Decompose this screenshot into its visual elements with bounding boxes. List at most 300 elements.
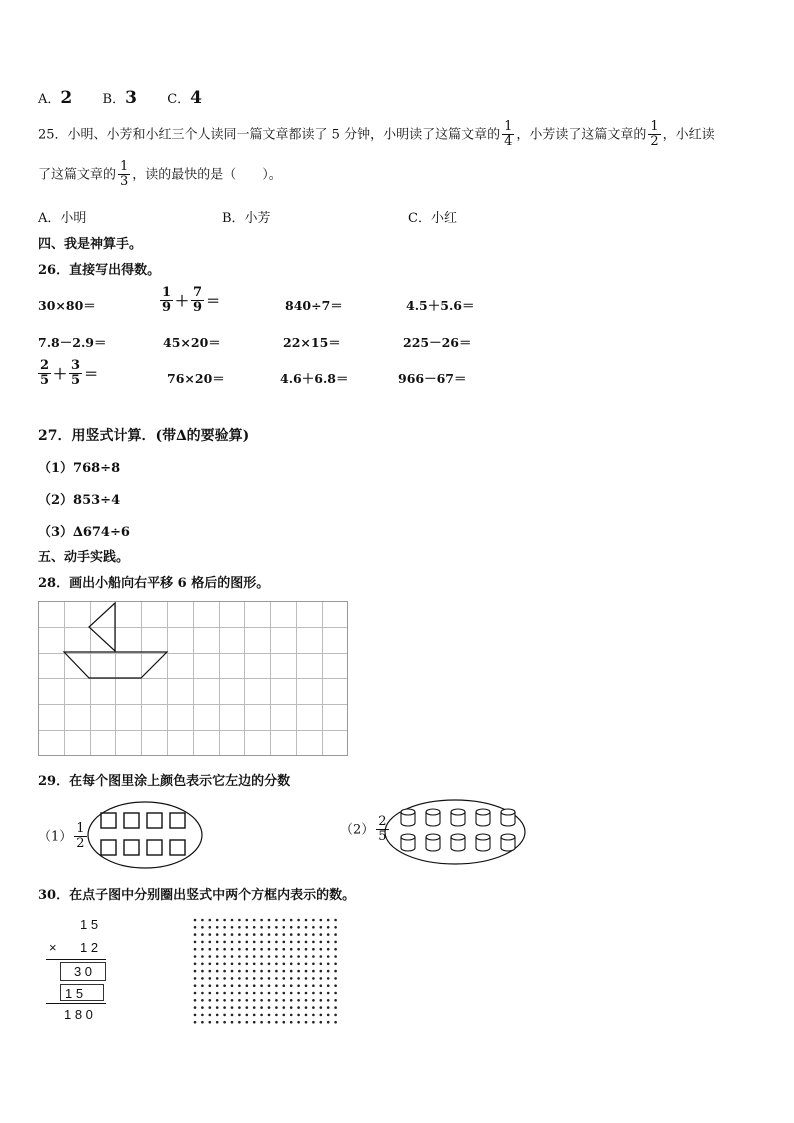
dot xyxy=(334,999,337,1002)
cylinder xyxy=(476,834,490,851)
dot xyxy=(253,992,256,995)
dot xyxy=(334,919,337,922)
dot xyxy=(268,984,271,987)
dot xyxy=(238,1021,241,1024)
dot xyxy=(194,941,197,944)
dot xyxy=(223,1021,226,1024)
dot xyxy=(327,999,330,1002)
dot xyxy=(223,941,226,944)
dot xyxy=(275,999,278,1002)
dot xyxy=(334,977,337,980)
dot xyxy=(275,963,278,966)
dot xyxy=(194,1006,197,1009)
dot xyxy=(253,941,256,944)
cylinder xyxy=(501,834,515,851)
dot xyxy=(320,926,323,929)
dot xyxy=(327,1014,330,1017)
dot xyxy=(260,933,263,936)
q29-part2-label: （2） $\frac{2}{5}$ xyxy=(340,814,387,845)
dot xyxy=(297,999,300,1002)
dot xyxy=(194,1014,197,1017)
calc-multiplier: 1 2 xyxy=(80,940,99,955)
dot xyxy=(246,977,249,980)
q27-item-2: （2）853÷4 xyxy=(38,493,121,508)
dot xyxy=(194,919,197,922)
dot xyxy=(290,977,293,980)
dot xyxy=(260,941,263,944)
dot xyxy=(201,955,204,958)
dot xyxy=(275,1021,278,1024)
dot xyxy=(209,919,212,922)
dot xyxy=(283,984,286,987)
dot xyxy=(290,941,293,944)
q29-title: 29．在每个图里涂上颜色表示它左边的分数 xyxy=(38,774,291,789)
dot xyxy=(201,999,204,1002)
dot xyxy=(231,999,234,1002)
dot xyxy=(223,948,226,951)
dot xyxy=(253,948,256,951)
dot xyxy=(209,1014,212,1017)
dot xyxy=(334,933,337,936)
dot xyxy=(209,955,212,958)
dot xyxy=(209,941,212,944)
dot xyxy=(275,977,278,980)
dot xyxy=(290,919,293,922)
dot xyxy=(260,1014,263,1017)
dot xyxy=(297,970,300,973)
section5-title: 五、动手实践。 xyxy=(38,550,130,565)
cylinder xyxy=(426,809,440,826)
dot xyxy=(246,970,249,973)
dot xyxy=(283,963,286,966)
cylinder xyxy=(426,834,440,851)
dot xyxy=(246,1014,249,1017)
dot xyxy=(268,999,271,1002)
dot xyxy=(194,999,197,1002)
dot xyxy=(223,977,226,980)
q26-r2c4: 225－26＝ xyxy=(403,335,472,350)
dot xyxy=(327,977,330,980)
dot xyxy=(194,963,197,966)
dot xyxy=(327,941,330,944)
dot xyxy=(209,992,212,995)
dot xyxy=(238,992,241,995)
dot xyxy=(275,1006,278,1009)
dot xyxy=(231,977,234,980)
dot xyxy=(223,933,226,936)
dot xyxy=(275,1014,278,1017)
dot xyxy=(290,992,293,995)
dot xyxy=(201,1006,204,1009)
q24-option-c[interactable]: C．4 xyxy=(167,88,202,108)
dot xyxy=(201,1014,204,1017)
dot xyxy=(209,970,212,973)
dot xyxy=(297,926,300,929)
dot xyxy=(223,926,226,929)
dot xyxy=(334,1014,337,1017)
dot xyxy=(209,977,212,980)
dot xyxy=(320,999,323,1002)
q29-oval-cylinders[interactable] xyxy=(383,798,529,866)
dot xyxy=(194,977,197,980)
dot xyxy=(334,1021,337,1024)
dot xyxy=(312,1021,315,1024)
dot xyxy=(297,933,300,936)
dot xyxy=(320,919,323,922)
fraction: $\frac{1}{2}$ xyxy=(650,119,659,150)
dot xyxy=(216,1006,219,1009)
dot xyxy=(238,948,241,951)
dot xyxy=(216,926,219,929)
dot xyxy=(253,1014,256,1017)
dot xyxy=(283,970,286,973)
q30-title: 30．在点子图中分别圈出竖式中两个方框内表示的数。 xyxy=(38,888,356,903)
dot xyxy=(231,926,234,929)
dot xyxy=(320,941,323,944)
dot xyxy=(320,1014,323,1017)
dot xyxy=(327,1021,330,1024)
dot xyxy=(238,1006,241,1009)
q26-r1c4: 4.5＋5.6＝ xyxy=(406,298,475,313)
dot xyxy=(290,948,293,951)
q25-option-a[interactable]: A．小明 xyxy=(38,211,87,226)
dot xyxy=(334,955,337,958)
dot xyxy=(283,999,286,1002)
dot xyxy=(260,1021,263,1024)
dot xyxy=(260,984,263,987)
dot xyxy=(297,919,300,922)
dot xyxy=(283,948,286,951)
dot xyxy=(231,984,234,987)
dot xyxy=(305,1014,308,1017)
dot xyxy=(320,933,323,936)
dot xyxy=(253,1021,256,1024)
dot xyxy=(312,963,315,966)
dot xyxy=(320,984,323,987)
calc-line-2 xyxy=(46,1003,106,1004)
dot xyxy=(312,977,315,980)
dot xyxy=(320,948,323,951)
cylinder xyxy=(451,834,465,851)
dot xyxy=(268,1014,271,1017)
dot xyxy=(246,1021,249,1024)
dot xyxy=(268,933,271,936)
q26-r1c1: 30×80＝ xyxy=(38,298,96,313)
dot xyxy=(327,933,330,936)
dot xyxy=(253,970,256,973)
dot xyxy=(297,992,300,995)
dot xyxy=(253,963,256,966)
q27-title: 27．用竖式计算．(带∆的要验算) xyxy=(38,428,250,444)
dot xyxy=(246,955,249,958)
dot xyxy=(283,926,286,929)
dot xyxy=(334,963,337,966)
dot xyxy=(194,984,197,987)
cylinder xyxy=(401,834,415,851)
dot xyxy=(312,1014,315,1017)
dot xyxy=(260,977,263,980)
dot xyxy=(305,963,308,966)
dot xyxy=(305,941,308,944)
dot xyxy=(231,1006,234,1009)
q24-option-a[interactable]: A．2 xyxy=(38,88,73,108)
dot xyxy=(231,948,234,951)
dot xyxy=(297,1014,300,1017)
cylinder xyxy=(401,809,415,826)
dot xyxy=(216,1021,219,1024)
dot xyxy=(320,1021,323,1024)
dot xyxy=(297,1006,300,1009)
q28-grid[interactable] xyxy=(38,601,348,756)
dot xyxy=(290,1021,293,1024)
dot xyxy=(238,999,241,1002)
dot xyxy=(297,984,300,987)
dot xyxy=(305,948,308,951)
dot xyxy=(260,963,263,966)
dot xyxy=(327,1006,330,1009)
dot xyxy=(275,941,278,944)
q25-option-c[interactable]: C．小红 xyxy=(408,211,457,226)
dot xyxy=(209,963,212,966)
dot xyxy=(260,970,263,973)
cylinder xyxy=(476,809,490,826)
dot xyxy=(238,977,241,980)
dot xyxy=(231,970,234,973)
dot xyxy=(216,999,219,1002)
section4-title: 四、我是神算手。 xyxy=(38,237,143,252)
dot xyxy=(209,984,212,987)
dot xyxy=(209,999,212,1002)
fraction: $\frac{1}{3}$ xyxy=(120,159,129,190)
dot xyxy=(305,933,308,936)
q26-r2c2: 45×20＝ xyxy=(163,335,221,350)
dot xyxy=(283,933,286,936)
dot xyxy=(253,1006,256,1009)
dot xyxy=(201,919,204,922)
dot xyxy=(238,919,241,922)
dot xyxy=(312,948,315,951)
dot xyxy=(216,984,219,987)
dot xyxy=(334,984,337,987)
dot xyxy=(253,933,256,936)
dot xyxy=(334,926,337,929)
dot xyxy=(268,970,271,973)
dot xyxy=(334,1006,337,1009)
dot xyxy=(216,955,219,958)
dot xyxy=(327,992,330,995)
dot xyxy=(320,1006,323,1009)
dot xyxy=(246,919,249,922)
dot xyxy=(231,955,234,958)
dot xyxy=(231,992,234,995)
dot xyxy=(297,1021,300,1024)
dot xyxy=(327,955,330,958)
dot xyxy=(238,970,241,973)
dot xyxy=(268,948,271,951)
calc-top: 1 5 xyxy=(80,917,99,932)
dot xyxy=(260,1006,263,1009)
dot xyxy=(275,955,278,958)
dot xyxy=(334,948,337,951)
fraction: $\frac{1}{4}$ xyxy=(504,119,513,150)
dot xyxy=(334,941,337,944)
dot xyxy=(246,984,249,987)
q29-part1-label: （1） $\frac{1}{2}$ xyxy=(38,821,85,852)
dot xyxy=(305,1006,308,1009)
dot xyxy=(275,984,278,987)
dot xyxy=(283,941,286,944)
dot xyxy=(216,933,219,936)
dot xyxy=(231,941,234,944)
dot xyxy=(283,1014,286,1017)
dot xyxy=(194,992,197,995)
dot xyxy=(320,992,323,995)
dot xyxy=(334,992,337,995)
dot xyxy=(201,992,204,995)
dot xyxy=(305,970,308,973)
dot xyxy=(223,1014,226,1017)
dot xyxy=(201,984,204,987)
dot xyxy=(305,999,308,1002)
dot xyxy=(231,933,234,936)
dot xyxy=(334,970,337,973)
q27-item-1: （1）768÷8 xyxy=(38,461,121,476)
q26-title: 26．直接写出得数。 xyxy=(38,263,161,278)
dot xyxy=(260,948,263,951)
dot xyxy=(290,955,293,958)
dot xyxy=(305,926,308,929)
dot xyxy=(246,999,249,1002)
dot xyxy=(312,919,315,922)
dot xyxy=(283,919,286,922)
dot xyxy=(327,919,330,922)
dot xyxy=(201,948,204,951)
dot xyxy=(209,948,212,951)
dot xyxy=(223,963,226,966)
dot xyxy=(216,941,219,944)
dot xyxy=(223,919,226,922)
dot xyxy=(312,941,315,944)
dot xyxy=(327,984,330,987)
dot xyxy=(275,992,278,995)
dot xyxy=(216,977,219,980)
dot xyxy=(238,963,241,966)
dot xyxy=(327,926,330,929)
dot xyxy=(312,926,315,929)
dot xyxy=(238,984,241,987)
dot xyxy=(201,977,204,980)
dot xyxy=(290,999,293,1002)
dot xyxy=(216,970,219,973)
dot xyxy=(268,992,271,995)
dot xyxy=(246,941,249,944)
dot xyxy=(223,955,226,958)
dot xyxy=(275,970,278,973)
q24-option-b[interactable]: B．3 xyxy=(102,88,137,108)
dot xyxy=(312,933,315,936)
dot xyxy=(253,926,256,929)
dot xyxy=(238,955,241,958)
dot xyxy=(312,992,315,995)
q25-option-b[interactable]: B．小芳 xyxy=(222,211,271,226)
dot xyxy=(320,977,323,980)
dot xyxy=(268,955,271,958)
dot xyxy=(283,992,286,995)
dot xyxy=(268,963,271,966)
dot xyxy=(253,999,256,1002)
dot xyxy=(297,941,300,944)
dot xyxy=(260,926,263,929)
dot xyxy=(223,984,226,987)
dot xyxy=(194,926,197,929)
dot xyxy=(312,970,315,973)
dot xyxy=(231,963,234,966)
dot xyxy=(312,1006,315,1009)
dot xyxy=(216,992,219,995)
dot xyxy=(320,955,323,958)
dot xyxy=(246,1006,249,1009)
dot xyxy=(201,963,204,966)
q30-dot-grid[interactable] xyxy=(192,917,342,1027)
dot xyxy=(290,970,293,973)
dot xyxy=(283,1021,286,1024)
dot xyxy=(297,963,300,966)
dot xyxy=(275,919,278,922)
dot xyxy=(253,919,256,922)
dot xyxy=(223,1006,226,1009)
q28-title: 28．画出小船向右平移 6 格后的图形。 xyxy=(38,576,270,591)
dot xyxy=(290,984,293,987)
dot xyxy=(209,933,212,936)
dot xyxy=(253,977,256,980)
dot xyxy=(275,933,278,936)
dot xyxy=(201,970,204,973)
dot xyxy=(216,948,219,951)
dot xyxy=(297,977,300,980)
dot xyxy=(246,963,249,966)
dot xyxy=(305,919,308,922)
q27-item-3: （3）∆674÷6 xyxy=(38,525,130,540)
dot xyxy=(223,999,226,1002)
dot xyxy=(238,926,241,929)
dot xyxy=(312,999,315,1002)
dot xyxy=(260,999,263,1002)
dot xyxy=(223,970,226,973)
dot xyxy=(297,955,300,958)
dot xyxy=(268,926,271,929)
dot xyxy=(246,933,249,936)
dot xyxy=(305,955,308,958)
dot xyxy=(231,1014,234,1017)
dot xyxy=(268,977,271,980)
dot xyxy=(312,955,315,958)
dot xyxy=(238,933,241,936)
dot xyxy=(231,1021,234,1024)
calc-result: 1 8 0 xyxy=(64,1007,93,1022)
dot xyxy=(201,933,204,936)
dot xyxy=(201,926,204,929)
dot xyxy=(327,970,330,973)
dot xyxy=(283,1006,286,1009)
dot xyxy=(246,992,249,995)
q26-r3c2: 76×20＝ xyxy=(167,371,225,386)
dot xyxy=(320,963,323,966)
q29-oval-squares[interactable] xyxy=(86,800,206,870)
dot xyxy=(327,948,330,951)
dot xyxy=(290,1014,293,1017)
dot xyxy=(231,919,234,922)
dot xyxy=(216,963,219,966)
